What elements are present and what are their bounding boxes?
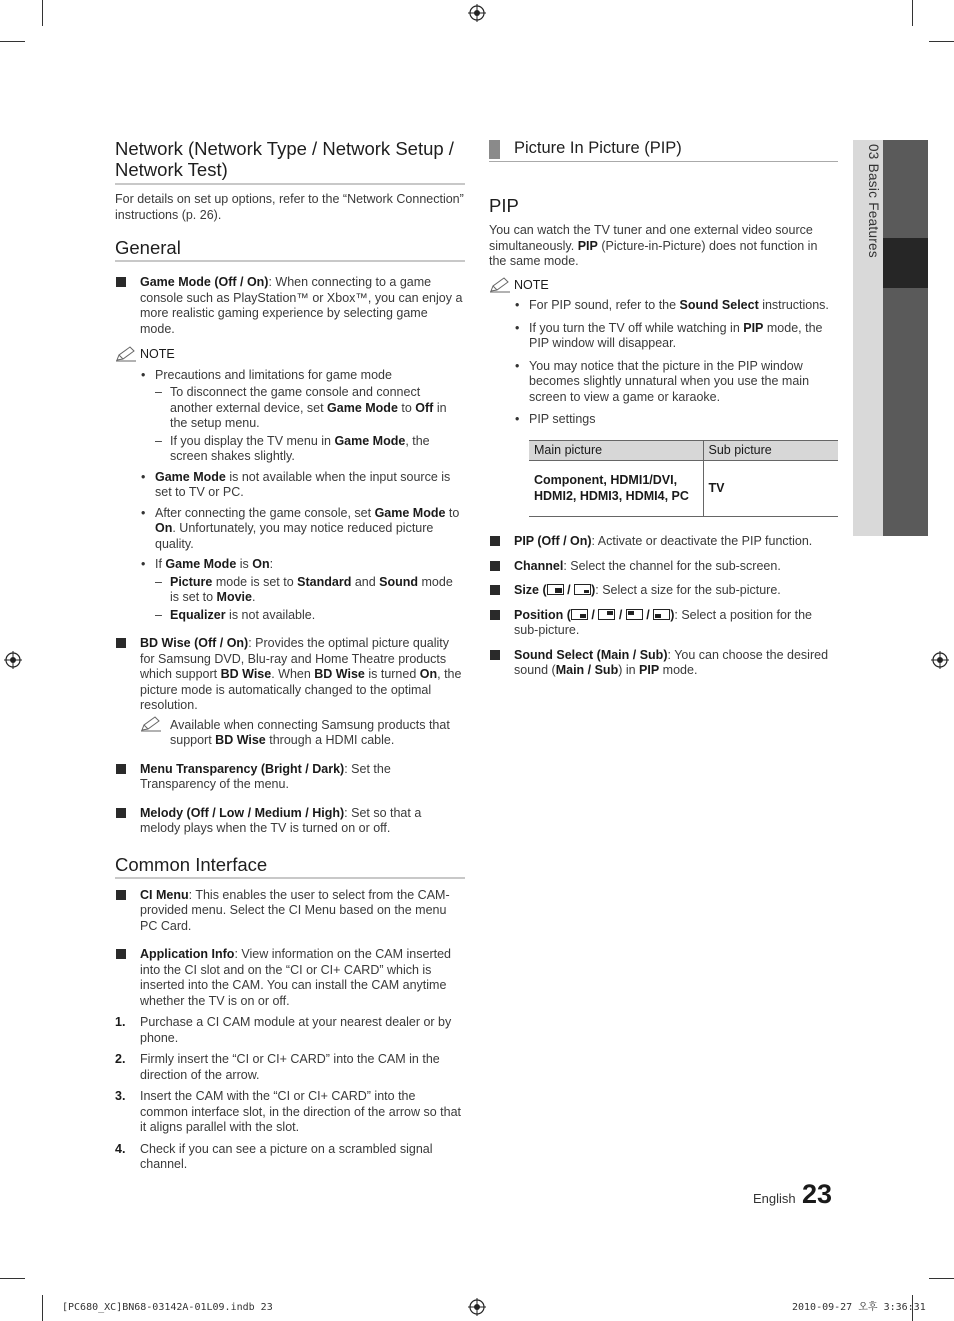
size-small-icon: [574, 584, 591, 595]
registration-mark-icon: [931, 651, 949, 669]
square-bullet-icon: [490, 650, 500, 660]
square-bullet-icon: [116, 808, 126, 818]
pip-settings-table: [529, 440, 838, 518]
size-item: Size ( / ): Select a size for the sub-picture.: [489, 583, 838, 599]
square-bullet-icon: [116, 764, 126, 774]
pip-notes: [489, 298, 838, 428]
list-item: • After connecting the game console, set Game Mode to On. Unfortunately, you may notice reduced picture quality.: [140, 506, 465, 553]
table-row: [529, 461, 838, 517]
list-item: • PIP settings: [514, 412, 838, 428]
footer-file-info: [PC680_XC]BN68-03142A-01L09.indb 23: [62, 1302, 273, 1313]
square-bullet-icon: [116, 277, 126, 287]
square-bullet-icon: [490, 536, 500, 546]
square-bullet-icon: [490, 561, 500, 571]
table-header: Sub picture: [703, 440, 838, 461]
crop-mark: [0, 41, 25, 42]
pip-section-header: Picture In Picture (PIP): [489, 138, 838, 162]
language-label: English: [753, 1191, 796, 1206]
channel-item: Channel: Select the channel for the sub-screen.: [489, 559, 838, 575]
position-item: Position ( / / / ): Select a position for the sub-picture.: [489, 608, 838, 639]
pencil-note-icon: [140, 716, 162, 732]
menu-transparency-item: Menu Transparency (Bright / Dark): Set the Transparency of the menu.: [115, 762, 465, 793]
square-bullet-icon: [490, 610, 500, 620]
table-cell: TV: [703, 461, 838, 517]
step-item: 1. Purchase a CI CAM module at your nearest dealer or by phone.: [115, 1015, 452, 1045]
page-number: 23: [802, 1179, 833, 1209]
crop-mark: [912, 0, 913, 26]
pencil-note-icon: [115, 346, 137, 362]
list-item: • For PIP sound, refer to the Sound Select instructions.: [514, 298, 838, 314]
list-item: • Game Mode is not available when the input source is set to TV or PC.: [140, 470, 465, 501]
bd-wise-item: BD Wise (Off / On): Provides the optimal picture quality for Samsung DVD, Blu-ray and Home Theatre products which support BD Wise. When BD Wise is turned On, the picture mode is automatically changed to the optimal resolution. Available when connecting Samsung products that support BD Wise through a HDMI cable.: [115, 636, 465, 749]
chapter-tab-label: 03 Basic Features: [866, 144, 881, 258]
table-cell: Component, HDMI1/DVI, HDMI2, HDMI3, HDMI4, PC: [529, 461, 703, 517]
crop-mark: [929, 41, 954, 42]
position-top-left-icon: [626, 609, 643, 620]
page-number-block: [753, 1177, 843, 1213]
note-heading: NOTE: [489, 278, 838, 294]
common-interface-title: Common Interface: [115, 854, 465, 879]
sound-select-item: Sound Select (Main / Sub): You can choose the desired sound (Main / Sub) in PIP mode.: [489, 648, 838, 679]
footer-timestamp: 2010-09-27 오후 3:36:31: [792, 1302, 926, 1313]
step-item: 3. Insert the CAM with the “CI or CI+ CARD” into the common interface slot, in the direction of the arrow so that it aligns parallel with the slot.: [115, 1089, 461, 1134]
bd-wise-note: Available when connecting Samsung products that support BD Wise through a HDMI cable.: [140, 718, 465, 749]
application-info-item: Application Info: View information on the CAM inserted into the CI slot and on the “CI or CI+ CARD” which is inserted into the CAM. You can install the CAM anytime whether the TV is on or off.: [115, 947, 465, 1009]
size-large-icon: [547, 584, 564, 595]
square-bullet-icon: [116, 949, 126, 959]
chapter-tab-marker: [883, 238, 928, 288]
pip-title: PIP: [489, 195, 519, 216]
chapter-tab-dark: [883, 140, 928, 536]
table-header: Main picture: [529, 440, 703, 461]
list-item: • You may notice that the picture in the PIP window becomes slightly unnatural when you use the main screen to view a game or karaoke.: [514, 359, 838, 406]
table-header-row: [529, 440, 838, 461]
chapter-tab: [853, 140, 928, 536]
list-item: – To disconnect the game console and connect another external device, set Game Mode to Off in the setup menu.: [155, 385, 465, 432]
right-column: [489, 138, 838, 679]
melody-item: Melody (Off / Low / Medium / High): Set so that a melody plays when the TV is turned on or off.: [115, 806, 465, 837]
square-bullet-icon: [116, 638, 126, 648]
registration-mark-icon: [468, 4, 486, 22]
position-bottom-left-icon: [653, 609, 670, 620]
square-bullet-icon: [490, 585, 500, 595]
pencil-note-icon: [489, 277, 511, 293]
registration-mark-icon: [468, 1298, 486, 1316]
pip-intro: You can watch the TV tuner and one external video source simultaneously. PIP (Picture-in-Picture) does not function in the same mode.: [489, 223, 818, 268]
pip-onoff-item: PIP (Off / On): Activate or deactivate the PIP function.: [489, 534, 838, 550]
step-item: 2. Firmly insert the “CI or CI+ CARD” into the CAM in the direction of the arrow.: [115, 1052, 440, 1082]
game-mode-item: Game Mode (Off / On): When connecting to a game console such as PlayStation™ or Xbox™, you can enjoy a more realistic gaming experience by selecting game mode.: [115, 275, 465, 337]
list-item: • Precautions and limitations for game mode – To disconnect the game console and connect another external device, set Game Mode to Off in the setup menu. – If you display the TV menu in Game Mode, the screen shakes slightly.: [140, 368, 465, 465]
crop-mark: [929, 1278, 954, 1279]
game-mode-notes: [115, 368, 465, 624]
position-top-right-icon: [598, 609, 615, 620]
left-column: [115, 138, 465, 1173]
network-description: For details on set up options, refer to the “Network Connection” instructions (p. 26).: [115, 192, 464, 222]
square-bullet-icon: [116, 890, 126, 900]
crop-mark: [42, 1295, 43, 1321]
general-title: General: [115, 237, 465, 262]
crop-mark: [42, 0, 43, 26]
list-item: – Equalizer is not available.: [155, 608, 465, 624]
registration-mark-icon: [4, 651, 22, 669]
list-item: • If you turn the TV off while watching in PIP mode, the PIP window will disappear.: [514, 321, 838, 352]
list-item: – Picture mode is set to Standard and Sound mode is set to Movie.: [155, 575, 465, 606]
position-bottom-right-icon: [571, 609, 588, 620]
crop-mark: [0, 1278, 25, 1279]
ci-menu-item: CI Menu: This enables the user to select from the CAM-provided menu. Select the CI Menu based on the menu PC Card.: [115, 888, 465, 935]
list-item: • If Game Mode is On: – Picture mode is set to Standard and Sound mode is set to Movie. – Equalizer is not available.: [140, 557, 465, 623]
header-bar: [489, 140, 500, 159]
step-item: 4. Check if you can see a picture on a scrambled signal channel.: [115, 1141, 433, 1171]
note-heading: NOTE: [115, 347, 465, 363]
network-title: Network (Network Type / Network Setup / Network Test): [115, 138, 465, 185]
list-item: – If you display the TV menu in Game Mode, the screen shakes slightly.: [155, 434, 465, 465]
